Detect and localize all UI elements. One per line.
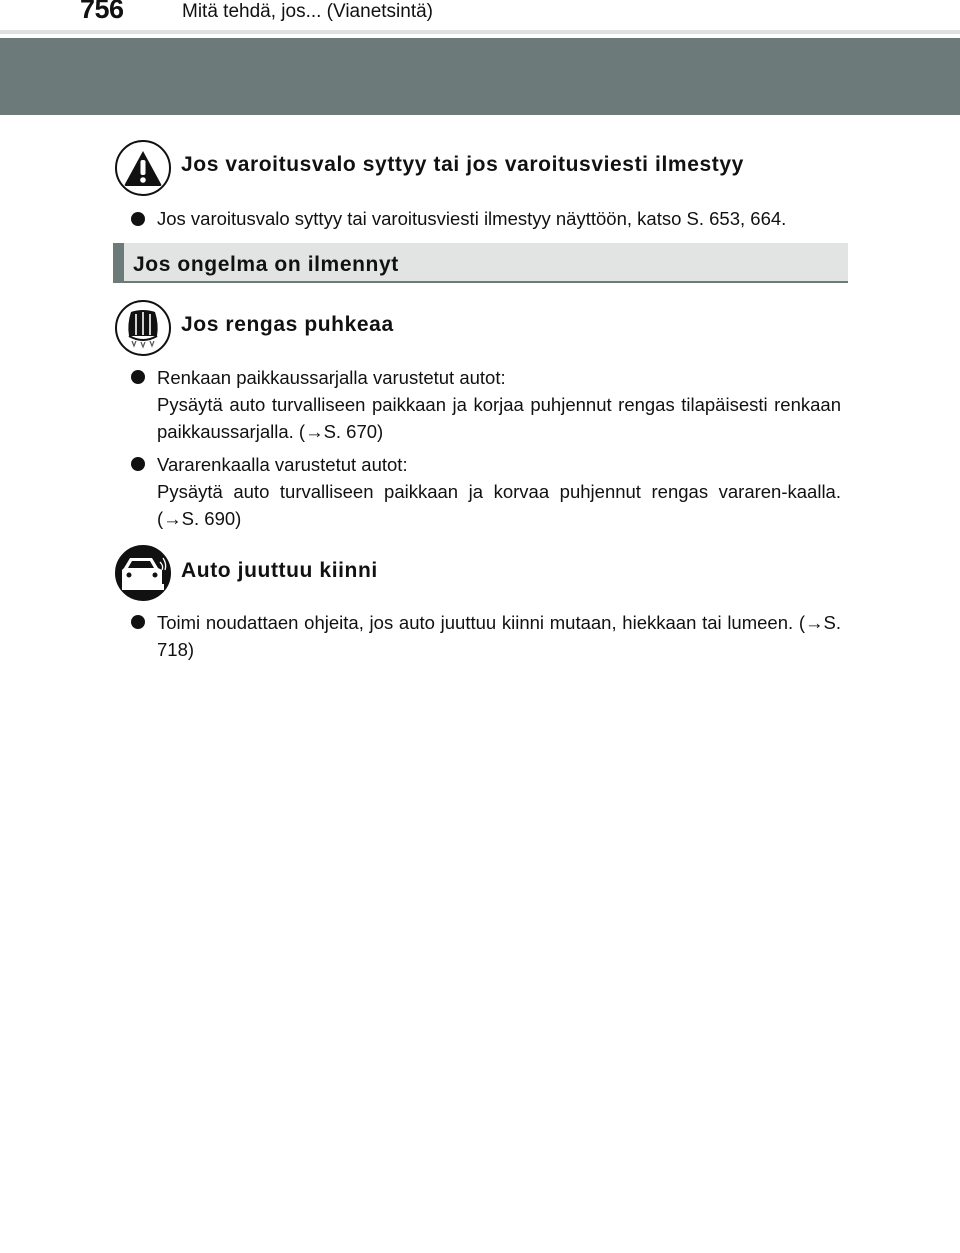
- tire-kit-text: Pysäytä auto turvalliseen paikkaan ja korjaa puhjennut rengas tilapäisesti renkaan paikkaussarjalla. (→S. 670): [157, 394, 841, 442]
- tire-kit-title: Renkaan paikkaussarjalla varustetut autot:: [157, 367, 506, 388]
- stuck-paragraph: [157, 609, 841, 663]
- bullet-marker: [131, 212, 145, 226]
- stuck-text: Toimi noudattaen ohjeita, jos auto juuttuu kiinni mutaan, hiekkaan tai lumeen. (→S. 718): [157, 612, 841, 660]
- flat-tire-icon: [115, 300, 171, 356]
- stuck-car-icon: [115, 545, 171, 601]
- tire-kit-paragraph: [157, 364, 841, 445]
- header-rule: [0, 30, 960, 34]
- spare-tire-paragraph: [157, 451, 841, 532]
- section-bar: [113, 243, 848, 283]
- bullet-marker: [131, 615, 145, 629]
- bullet-marker: [131, 370, 145, 384]
- warning-text: Jos varoitusvalo syttyy tai varoitusviesti ilmestyy näyttöön, katso S. 653, 664.: [157, 208, 787, 229]
- chapter-title: Mitä tehdä, jos... (Vianetsintä): [182, 1, 433, 22]
- section-bar-title: Jos ongelma on ilmennyt: [133, 253, 399, 276]
- tire-heading: Jos rengas puhkeaa: [181, 313, 394, 336]
- spare-tire-text: Pysäytä auto turvalliseen paikkaan ja korvaa puhjennut rengas vararen-kaalla. (→S. 690): [157, 481, 841, 529]
- bullet-marker: [131, 457, 145, 471]
- warning-heading: Jos varoitusvalo syttyy tai jos varoitusviesti ilmestyy: [181, 153, 744, 176]
- page-header: [0, 0, 960, 28]
- stuck-heading: Auto juuttuu kiinni: [181, 559, 378, 582]
- page-number: 756: [80, 0, 124, 24]
- warning-triangle-icon: [115, 140, 171, 196]
- spare-tire-title: Vararenkaalla varustetut autot:: [157, 454, 408, 475]
- warning-paragraph: [157, 205, 841, 232]
- header-band: [0, 38, 960, 115]
